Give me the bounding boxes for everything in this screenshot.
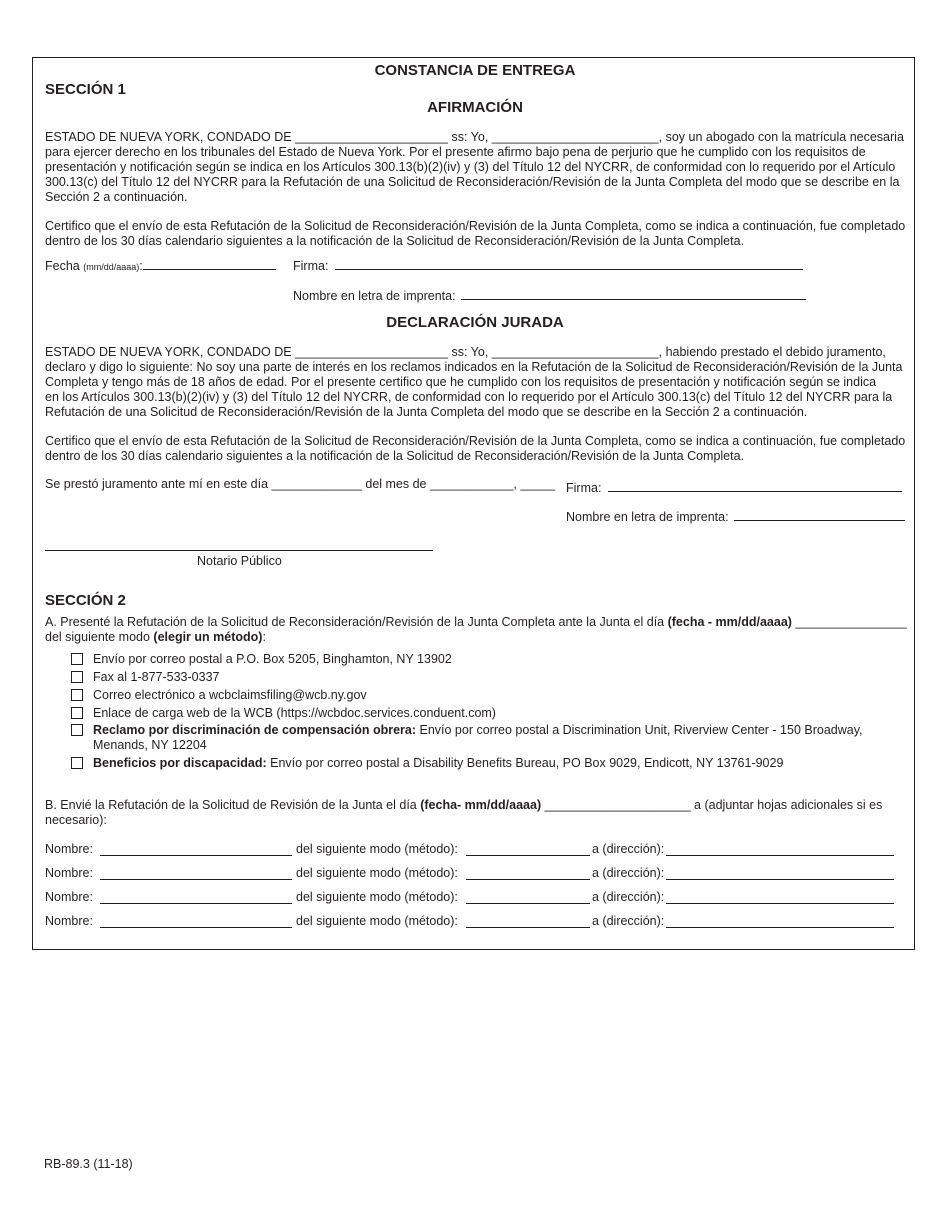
colon: : [139, 259, 143, 273]
sworn-before-me-text: Se prestó juramento ante mí en este día _____________ del mes de ____________, _____ [45, 477, 556, 491]
a-text: : [262, 630, 266, 644]
print-name-label: Nombre en letra de imprenta: [293, 289, 456, 303]
section-2b-text [45, 798, 915, 828]
method-label: del siguiente modo (método): [296, 866, 458, 880]
option-label [93, 670, 883, 685]
name-field[interactable] [100, 866, 292, 880]
section-1-heading: SECCIÓN 1 [45, 81, 126, 98]
text-line: Refutación de una Solicitud de Reconsideración/Revisión de la Junta Completa del modo que se describe en la Sección 2 a continuación. [45, 405, 808, 419]
option-label [93, 706, 883, 721]
signature-field[interactable] [335, 256, 803, 270]
affirmation-paragraph-2 [45, 219, 915, 249]
text-line: 300.13(c) del Título 12 del NYCRR para la Refutación de una Solicitud de Reconsideración/Revisión de la Junta Completa del modo que se describe en la [45, 175, 900, 189]
checkbox[interactable] [71, 671, 83, 683]
method-field[interactable] [466, 842, 590, 856]
b-text: _____________________ a (adjuntar hojas adicionales si es [541, 798, 883, 812]
text-line: Certifico que el envío de esta Refutación de la Solicitud de Reconsideración/Revisión de la Junta Completa, como se indica a continuación, fue completado [45, 434, 906, 448]
option-text: Correo electrónico a wcbclaimsfiling@wcb.ny.gov [93, 688, 367, 702]
form-title: CONSTANCIA DE ENTREGA [374, 62, 576, 79]
signature-label: Firma: [293, 259, 329, 273]
service-row [0, 842, 950, 858]
affidavit-heading: DECLARACIÓN JURADA [386, 314, 564, 331]
checkbox[interactable] [71, 707, 83, 719]
option-label [93, 652, 883, 667]
address-label: a (dirección): [592, 890, 665, 904]
affirmation-date-row [45, 256, 276, 273]
section-2-heading: SECCIÓN 2 [45, 592, 126, 609]
option-label [93, 723, 883, 753]
affirmation-paragraph-1 [45, 130, 915, 205]
method-label: del siguiente modo (método): [296, 890, 458, 904]
method-field[interactable] [466, 914, 590, 928]
name-label: Nombre: [45, 914, 93, 928]
address-label: a (dirección): [592, 866, 665, 880]
affirmation-print-name-row [293, 286, 806, 303]
print-name-field[interactable] [461, 286, 806, 300]
text-line: declaro y digo lo siguiente: No soy una parte de interés en los reclamos indicados en la Refutación de la Solicitud de Reconsideración/Revisión de la Junta [45, 360, 903, 374]
name-field[interactable] [100, 890, 292, 904]
name-label: Nombre: [45, 842, 93, 856]
option-text: Enlace de carga web de la WCB (https://wcbdoc.services.conduent.com) [93, 706, 496, 720]
service-row [0, 866, 950, 882]
date-format-hint: (mm/dd/aaaa) [83, 262, 140, 272]
checkbox[interactable] [71, 757, 83, 769]
name-field[interactable] [100, 914, 292, 928]
affirmation-signature-row [293, 256, 803, 273]
affidavit-paragraph-2 [45, 434, 915, 464]
b-text: B. Envié la Refutación de la Solicitud de Revisión de la Junta el día [45, 798, 421, 812]
checkbox[interactable] [71, 689, 83, 701]
address-field[interactable] [666, 842, 894, 856]
option-bold: Beneficios por discapacidad: [93, 756, 267, 770]
option-label [93, 688, 883, 703]
date-label: Fecha [45, 259, 84, 273]
address-field[interactable] [666, 866, 894, 880]
service-row [0, 914, 950, 930]
print-name-field[interactable] [734, 507, 905, 521]
print-name-label: Nombre en letra de imprenta: [566, 510, 729, 524]
name-label: Nombre: [45, 890, 93, 904]
method-label: del siguiente modo (método): [296, 914, 458, 928]
section-2a-text [45, 615, 915, 645]
method-field[interactable] [466, 866, 590, 880]
signature-label: Firma: [566, 481, 602, 495]
text-line: Sección 2 a continuación. [45, 190, 188, 204]
text-line: dentro de los 30 días calendario siguientes a la notificación de la Solicitud de Reconsideración/Revisión de la Junta Completa. [45, 449, 745, 463]
checkbox[interactable] [71, 724, 83, 736]
form-id: RB-89.3 (11-18) [44, 1157, 133, 1171]
method-label: del siguiente modo (método): [296, 842, 458, 856]
affidavit-print-name-row [566, 507, 905, 524]
affidavit-paragraph-1 [45, 345, 915, 420]
option-text: Envío por correo postal a Discrimination Unit, Riverview Center - 150 Broadway, Menands, NY 12204 [93, 723, 863, 752]
option-text: Fax al 1-877-533-0337 [93, 670, 220, 684]
text-line: en los Artículos 300.13(b)(2)(iv) y (3) del Título 12 del NYCRR, de conformidad con lo requerido por el Artículo 300.13(c) del Título 12 del NYCRR para la [45, 390, 893, 404]
affirmation-heading: AFIRMACIÓN [427, 99, 523, 116]
b-text: necesario): [45, 813, 107, 827]
option-label [93, 756, 883, 771]
text-line: dentro de los 30 días calendario siguientes a la notificación de la Solicitud de Reconsideración/Revisión de la Junta Completa. [45, 234, 745, 248]
address-field[interactable] [666, 890, 894, 904]
text-line: ESTADO DE NUEVA YORK, CONDADO DE ______________________ ss: Yo, ________________________, habiendo prestado el debido juramento, [45, 345, 886, 359]
method-field[interactable] [466, 890, 590, 904]
checkbox[interactable] [71, 653, 83, 665]
a-date-label: (fecha - mm/dd/aaaa) [667, 615, 792, 629]
service-row [0, 890, 950, 906]
option-text: Envío por correo postal a Disability Benefits Bureau, PO Box 9029, Endicott, NY 13761-9029 [266, 756, 784, 770]
text-line: ESTADO DE NUEVA YORK, CONDADO DE ______________________ ss: Yo, ________________________, soy un abogado con la matrícula necesaria [45, 130, 904, 144]
address-field[interactable] [666, 914, 894, 928]
text-line: Completa y tengo más de 18 años de edad. Por el presente certifico que he cumplido con los requisitos de presentación y notificación según se indica [45, 375, 877, 389]
date-field[interactable] [143, 256, 276, 270]
signature-field[interactable] [608, 478, 902, 492]
text-line: presentación y notificación según se indica en los Artículos 300.13(b)(2)(iv) y (3) del Título 12 del NYCRR, de conformidad con lo requerido por el Artículo [45, 160, 896, 174]
a-date-blank: ________________ [791, 615, 907, 629]
notary-label: Notario Público [197, 554, 282, 568]
b-date-label: (fecha- mm/dd/aaaa) [420, 798, 542, 812]
text-line: para ejercer derecho en los tribunales del Estado de Nueva York. Por el presente afirmo bajo pena de perjurio que he cumplido con los requisitos de [45, 145, 866, 159]
a-text: A. Presenté la Refutación de la Solicitud de Reconsideración/Revisión de la Junta Completa ante la Junta el día [45, 615, 668, 629]
text-line: Certifico que el envío de esta Refutación de la Solicitud de Reconsideración/Revisión de la Junta Completa, como se indica a continuación, fue completado [45, 219, 906, 233]
notary-signature-line[interactable] [45, 550, 433, 551]
address-label: a (dirección): [592, 914, 665, 928]
a-text: del siguiente modo [45, 630, 154, 644]
name-label: Nombre: [45, 866, 93, 880]
name-field[interactable] [100, 842, 292, 856]
address-label: a (dirección): [592, 842, 665, 856]
affidavit-signature-row [566, 478, 902, 495]
option-bold: Reclamo por discriminación de compensación obrera: [93, 723, 417, 737]
option-text: Envío por correo postal a P.O. Box 5205, Binghamton, NY 13902 [93, 652, 452, 666]
a-method-label: (elegir un método) [153, 630, 263, 644]
